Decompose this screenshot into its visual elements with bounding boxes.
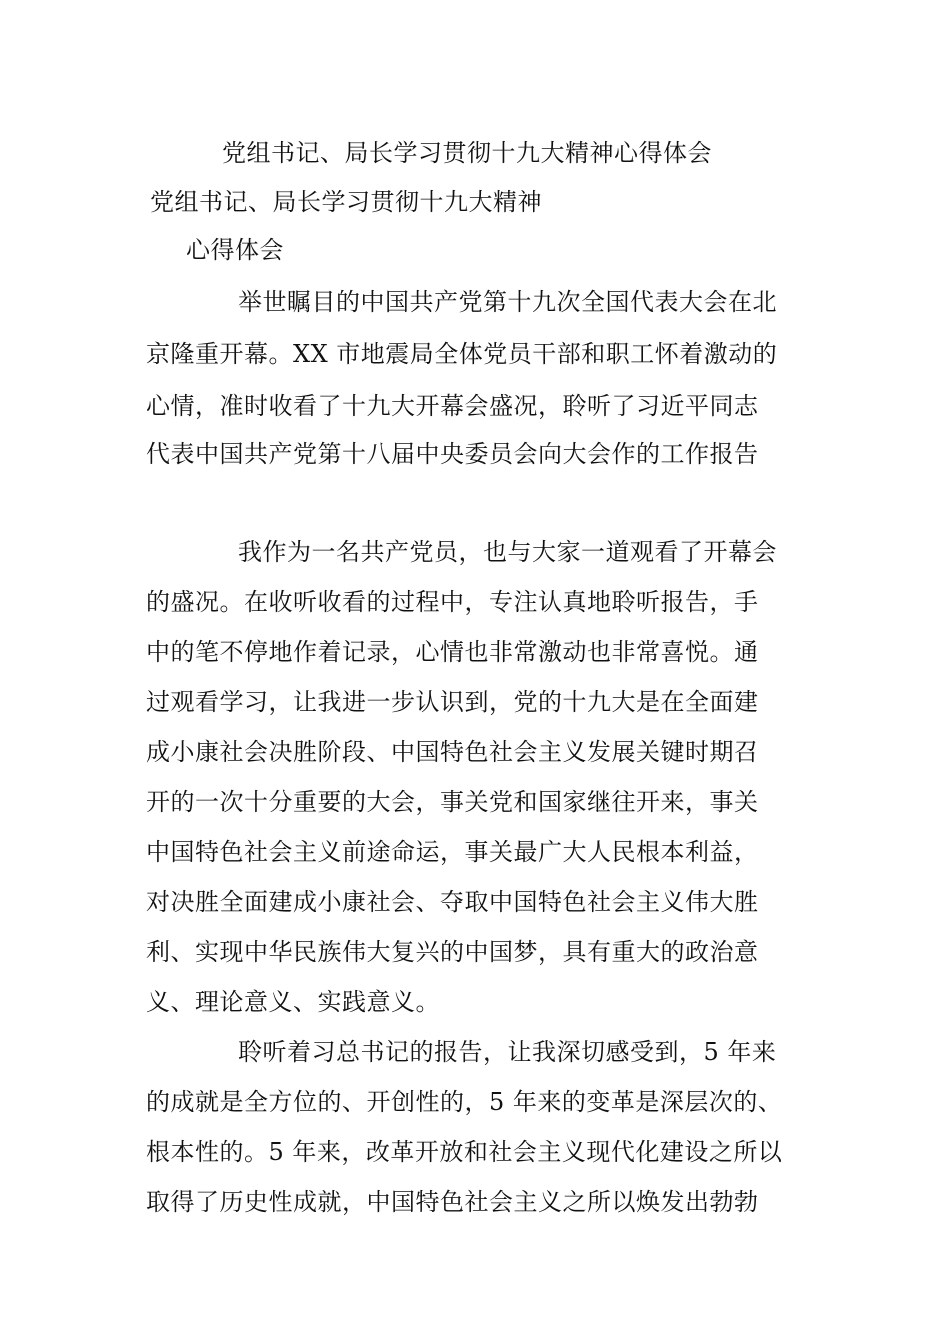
paragraph-2-line-4: 过观看学习，让我进一步认识到，党的十九大是在全面建 <box>146 688 759 716</box>
paragraph-3-line-3: 根本性的。5 年来，改革开放和社会主义现代化建设之所以 <box>146 1138 783 1166</box>
paragraph-1-line-1: 举世瞩目的中国共产党第十九次全国代表大会在北 <box>238 288 777 316</box>
paragraph-1-line-4: 代表中国共产党第十八届中央委员会向大会作的工作报告 <box>146 440 759 468</box>
paragraph-2-line-9: 利、实现中华民族伟大复兴的中国梦，具有重大的政治意 <box>146 938 759 966</box>
document-subtitle-line-2: 心得体会 <box>186 236 284 264</box>
document-subtitle-line-1: 党组书记、局长学习贯彻十九大精神 <box>150 188 542 216</box>
paragraph-2-line-7: 中国特色社会主义前途命运，事关最广大人民根本利益， <box>146 838 759 866</box>
paragraph-2-line-1: 我作为一名共产党员，也与大家一道观看了开幕会 <box>238 538 777 566</box>
paragraph-2-line-2: 的盛况。在收听收看的过程中，专注认真地聆听报告，手 <box>146 588 759 616</box>
paragraph-3-line-4: 取得了历史性成就，中国特色社会主义之所以焕发出勃勃 <box>146 1188 759 1216</box>
paragraph-2-line-8: 对决胜全面建成小康社会、夺取中国特色社会主义伟大胜 <box>146 888 759 916</box>
paragraph-2-line-10: 义、理论意义、实践意义。 <box>146 988 440 1016</box>
paragraph-1-line-3: 心情，准时收看了十九大开幕会盛况，聆听了习近平同志 <box>146 392 759 420</box>
paragraph-1-line-2: 京隆重开幕。XX 市地震局全体党员干部和职工怀着激动的 <box>146 340 778 368</box>
document-title: 党组书记、局长学习贯彻十九大精神心得体会 <box>222 139 712 167</box>
paragraph-2-line-3: 中的笔不停地作着记录，心情也非常激动也非常喜悦。通 <box>146 638 759 666</box>
paragraph-3-line-1: 聆听着习总书记的报告，让我深切感受到，5 年来 <box>238 1038 777 1066</box>
paragraph-3-line-2: 的成就是全方位的、开创性的，5 年来的变革是深层次的、 <box>146 1088 783 1116</box>
paragraph-2-line-5: 成小康社会决胜阶段、中国特色社会主义发展关键时期召 <box>146 738 759 766</box>
paragraph-2-line-6: 开的一次十分重要的大会，事关党和国家继往开来，事关 <box>146 788 759 816</box>
